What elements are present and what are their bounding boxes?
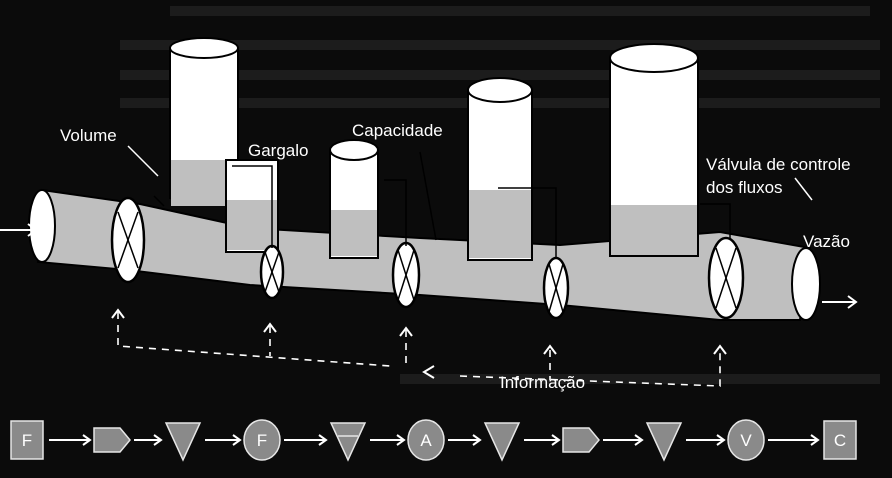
tank-gargalo: [226, 160, 278, 252]
chain-triangle-3: [166, 423, 240, 460]
chain-letter-11: C: [833, 431, 847, 450]
chain-circle-4: [244, 420, 326, 460]
chain-shape-3: [166, 423, 200, 460]
label-valvula-line1: Válvula de controle: [706, 155, 851, 174]
chain-arrow-3: [205, 435, 240, 445]
chain-square-1: [11, 421, 90, 459]
chain-shape-2: [94, 428, 130, 452]
valve-4: [544, 258, 568, 318]
chain-letter-10: V: [740, 431, 752, 450]
valve-2: [261, 246, 283, 298]
chain-triangle-9: [647, 423, 724, 460]
process-chain: [11, 420, 856, 460]
chain-arrow-9: [686, 435, 724, 445]
label-gargalo: Gargalo: [248, 141, 309, 160]
chain-arrow-10: [768, 435, 818, 445]
chain-shape-5: [331, 423, 365, 460]
label-volume: Volume: [60, 126, 117, 145]
valve-5: [709, 238, 743, 318]
chain-shape-9: [647, 423, 681, 460]
tank-capacidade: [330, 140, 378, 258]
chain-arrow-8: [603, 435, 642, 445]
chain-pentagon-arrow-2: [94, 428, 161, 452]
tank-middle: [468, 78, 532, 260]
main-pipe: [29, 190, 820, 320]
chain-letter-1: F: [21, 431, 33, 450]
chain-letter-4: F: [256, 431, 268, 450]
label-vazao: Vazão: [803, 232, 850, 251]
label-valvula-line2: dos fluxos: [706, 178, 783, 197]
valve-1: [112, 198, 144, 282]
chain-shape-7: [485, 423, 519, 460]
chain-letter-6: A: [420, 431, 432, 450]
chain-pentagon-arrow-8: [563, 428, 642, 452]
valve-3: [393, 243, 419, 307]
chain-triangle-7: [485, 423, 559, 460]
label-informacao: Informação: [500, 373, 586, 392]
chain-arrow-7: [524, 435, 559, 445]
chain-circle-10: [728, 420, 818, 460]
chain-shape-8: [563, 428, 599, 452]
chain-triangle-split-5: [331, 423, 404, 460]
chain-circle-6: [408, 420, 480, 460]
label-capacidade: Capacidade: [352, 121, 443, 140]
chain-arrow-2: [134, 435, 161, 445]
chain-square-11: [824, 421, 856, 459]
chain-arrow-6: [448, 435, 480, 445]
chain-arrow-4: [284, 435, 326, 445]
tank-right: [610, 44, 698, 256]
chain-arrow-1: [49, 435, 90, 445]
chain-arrow-5: [370, 435, 404, 445]
